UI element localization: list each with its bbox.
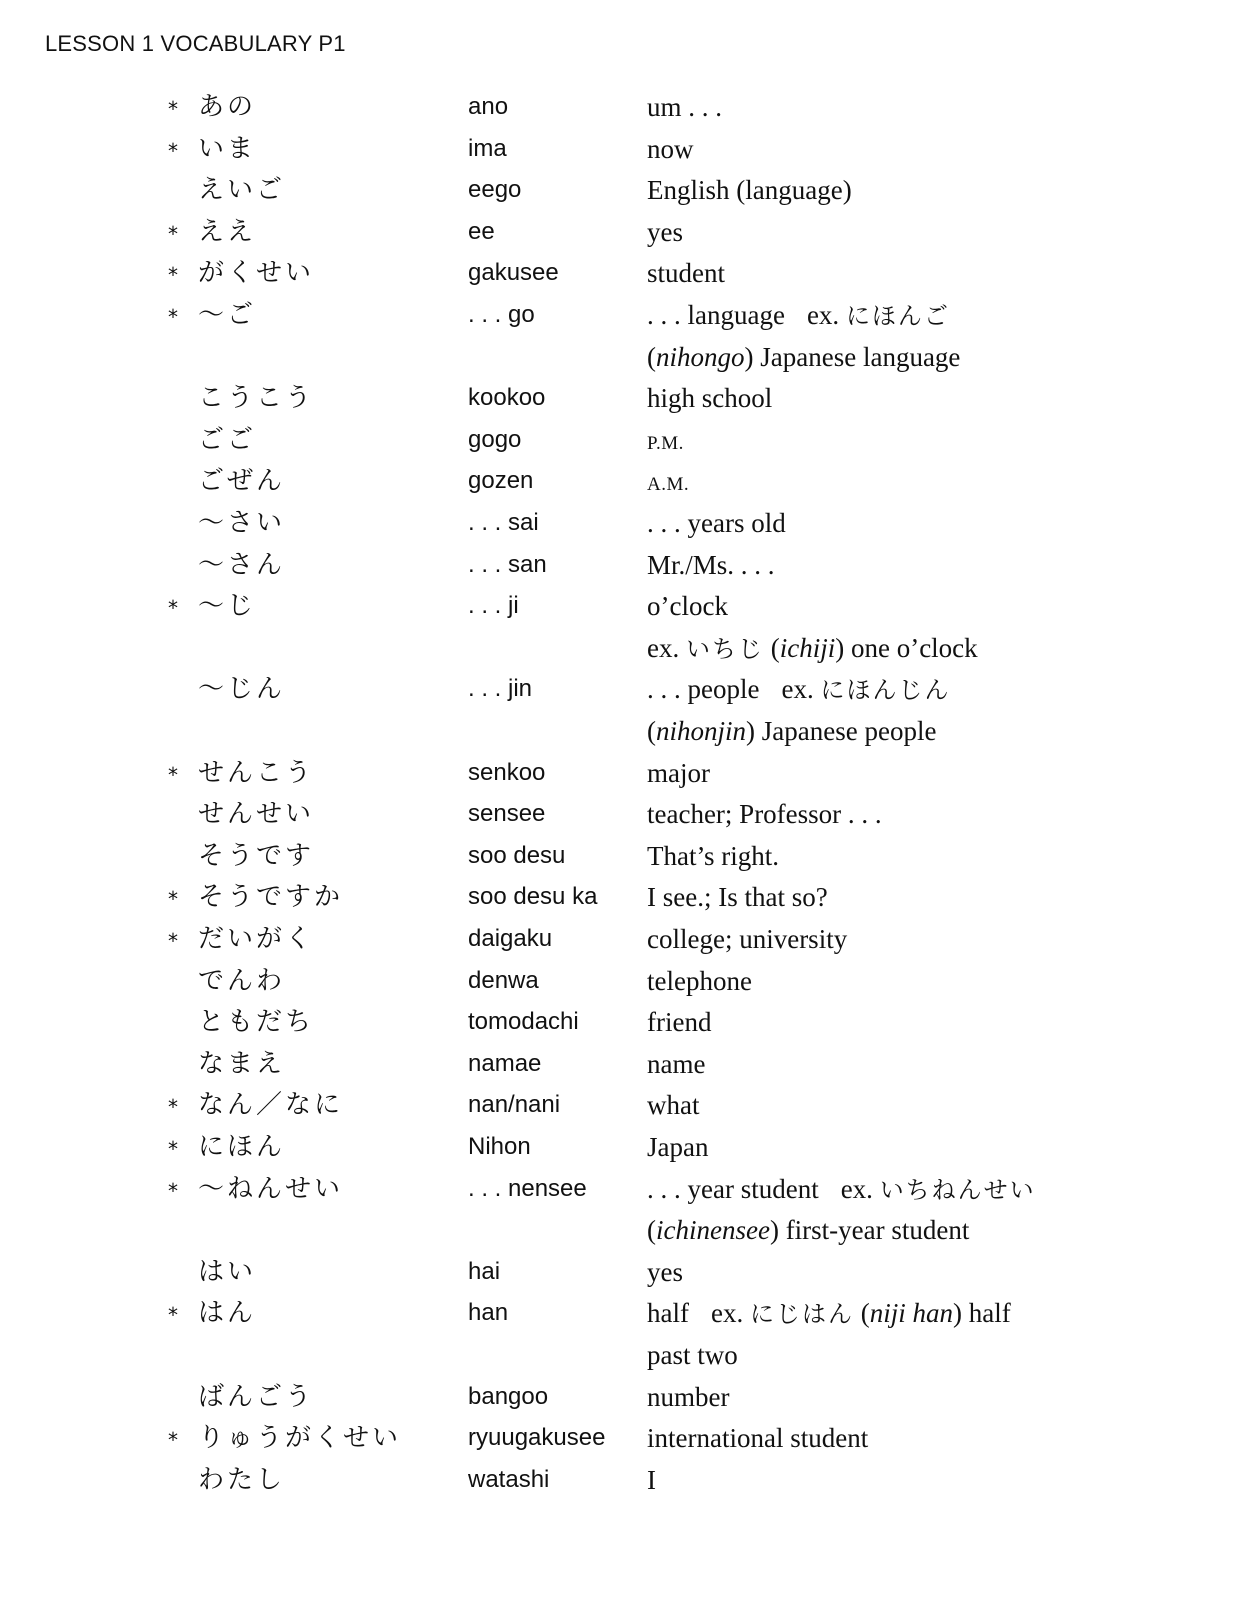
vocab-row <box>0 1423 1238 1464</box>
paren-open: ( <box>763 632 780 663</box>
romaji-reading: gakusee <box>468 259 559 287</box>
english-meaning <box>647 92 722 122</box>
english-meaning <box>647 1382 729 1412</box>
kana-word: はい <box>198 1256 257 1287</box>
vocab-row <box>0 175 1238 216</box>
meaning-text: . . . language <box>647 300 785 330</box>
meaning-text: ) one o’clock <box>835 632 978 663</box>
vocab-row <box>0 758 1238 799</box>
kana-word: にほん <box>198 1132 286 1162</box>
kana-word: ごぜん <box>198 466 286 497</box>
kana-word: なまえ <box>198 1048 286 1079</box>
romaji-italic: ichiji <box>779 632 836 663</box>
english-meaning <box>647 591 728 621</box>
kana-word: ばんごう <box>198 1381 315 1412</box>
english-meaning <box>647 758 710 788</box>
vocab-row <box>0 1257 1238 1298</box>
vocab-row <box>0 92 1238 133</box>
vocab-row <box>0 882 1238 923</box>
vocab-row <box>0 1007 1238 1048</box>
vocab-row <box>0 591 1238 632</box>
paren-open: ( <box>647 341 656 372</box>
meaning-text: student <box>647 258 725 289</box>
vocab-row <box>0 1340 1238 1381</box>
meaning-text: past two <box>647 1340 738 1370</box>
meaning-text: name <box>647 1048 706 1079</box>
english-meaning <box>647 924 847 954</box>
kana-word: りゅうがくせい <box>198 1423 402 1454</box>
required-star-icon: * <box>168 762 178 787</box>
english-meaning <box>647 1090 699 1120</box>
vocab-row <box>0 1090 1238 1131</box>
romaji-reading: watashi <box>468 1465 550 1493</box>
romaji-reading: Nihon <box>468 1133 531 1160</box>
meaning-text: Mr./Ms. . . . <box>647 549 775 580</box>
example-kana: にほんご <box>845 302 950 330</box>
romaji-reading: . . . san <box>468 550 547 578</box>
english-meaning <box>647 841 779 871</box>
english-meaning <box>647 217 683 247</box>
vocab-row <box>0 383 1238 424</box>
vocab-row <box>0 1298 1238 1339</box>
paren-open: ( <box>853 1298 870 1329</box>
example-label: ex. <box>806 300 846 330</box>
kana-word: せんせい <box>198 799 315 830</box>
english-meaning <box>647 1132 708 1162</box>
english-meaning <box>647 342 960 372</box>
meaning-text: I <box>647 1464 656 1495</box>
meaning-text: international student <box>647 1423 869 1454</box>
meaning-rest: ) half <box>952 1298 1011 1329</box>
romaji-reading: senkoo <box>468 758 546 786</box>
vocab-row <box>0 258 1238 299</box>
kana-word: そうですか <box>198 882 344 913</box>
vocab-row <box>0 466 1238 507</box>
meaning-text: friend <box>647 1007 712 1038</box>
kana-word: せんこう <box>198 757 315 788</box>
romaji-italic: nihongo <box>656 341 745 372</box>
meaning-text: That’s right. <box>647 840 779 871</box>
romaji-reading: . . . sai <box>468 509 539 536</box>
english-meaning <box>647 1298 1011 1329</box>
required-star-icon: * <box>168 596 178 621</box>
kana-word: なん／なに <box>198 1090 344 1121</box>
kana-word: えいご <box>198 175 286 206</box>
english-meaning <box>647 466 689 500</box>
kana-word: ～ねんせい <box>198 1173 344 1204</box>
kana-word: ごご <box>198 424 257 455</box>
meaning-text: ) first-year student <box>769 1215 970 1246</box>
example-label: ex. <box>840 1173 880 1204</box>
vocab-row <box>0 134 1238 175</box>
romaji-reading: hai <box>468 1257 501 1285</box>
page-title: LESSON 1 VOCABULARY P1 <box>45 31 346 56</box>
meaning-text: half <box>647 1298 689 1329</box>
vocab-row <box>0 508 1238 549</box>
english-meaning <box>647 425 684 459</box>
vocab-row <box>0 841 1238 882</box>
english-meaning <box>647 716 936 746</box>
romaji-reading: daigaku <box>468 925 553 952</box>
kana-word: はん <box>198 1298 257 1329</box>
vocab-row <box>0 1215 1238 1256</box>
vocab-row <box>0 550 1238 591</box>
meaning-text: high school <box>647 383 773 414</box>
vocab-row <box>0 1132 1238 1173</box>
vocab-row <box>0 1049 1238 1090</box>
romaji-reading: nan/nani <box>468 1091 561 1119</box>
example-label: ex. <box>781 674 821 705</box>
english-meaning <box>647 1423 868 1453</box>
paren-open: ( <box>647 1215 656 1246</box>
meaning-text: ) Japanese language <box>744 341 961 372</box>
english-meaning <box>647 966 752 996</box>
meaning-text: what <box>647 1090 700 1121</box>
english-meaning <box>647 1174 1036 1205</box>
required-star-icon: * <box>168 263 178 288</box>
meaning-text: major <box>647 757 710 788</box>
kana-word: いま <box>198 133 257 164</box>
paren-open: ( <box>647 716 656 746</box>
meaning-text: college; university <box>647 924 848 954</box>
romaji-reading: gogo <box>468 425 522 453</box>
english-meaning <box>647 1007 711 1037</box>
vocab-row <box>0 425 1238 466</box>
romaji-reading: soo desu <box>468 841 566 869</box>
kana-word: ～さん <box>198 549 286 580</box>
required-star-icon: * <box>168 929 178 953</box>
vocab-row <box>0 1465 1238 1506</box>
english-meaning <box>647 175 852 205</box>
meaning-text: yes <box>647 1256 683 1287</box>
romaji-reading: gozen <box>468 467 534 495</box>
english-meaning <box>647 799 882 829</box>
kana-word: ～じん <box>198 674 286 705</box>
meaning-text: yes <box>647 216 683 247</box>
meaning-text: I see.; Is that so? <box>647 882 828 913</box>
meaning-text: number <box>647 1381 730 1412</box>
vocab-row <box>0 924 1238 965</box>
english-meaning <box>647 1340 738 1370</box>
english-meaning <box>647 1049 705 1079</box>
romaji-italic: niji han <box>869 1298 953 1329</box>
required-star-icon: * <box>168 1095 178 1120</box>
vocab-row <box>0 799 1238 840</box>
romaji-reading: eego <box>468 176 522 204</box>
english-meaning <box>647 134 694 164</box>
meaning-text: A.M. <box>647 474 690 496</box>
vocab-row <box>0 1382 1238 1423</box>
required-star-icon: * <box>168 887 178 912</box>
meaning-text: now <box>647 133 694 164</box>
required-star-icon: * <box>168 1303 178 1328</box>
romaji-reading: sensee <box>468 800 546 828</box>
example-label: ex. <box>710 1298 750 1329</box>
romaji-reading: . . . ji <box>468 592 519 620</box>
romaji-reading: ee <box>468 217 495 245</box>
romaji-reading: bangoo <box>468 1382 549 1410</box>
romaji-reading: . . . jin <box>468 675 533 703</box>
kana-word: こうこう <box>198 383 315 414</box>
english-meaning <box>647 1257 683 1287</box>
english-meaning <box>647 1465 656 1495</box>
kana-word: ～さい <box>198 508 286 538</box>
kana-word: がくせい <box>198 258 315 289</box>
kana-word: ともだち <box>198 1007 315 1038</box>
romaji-reading: soo desu ka <box>468 883 598 911</box>
kana-word: でんわ <box>198 965 286 996</box>
meaning-text: . . . year student <box>647 1173 819 1204</box>
romaji-reading: namae <box>468 1049 542 1077</box>
english-meaning <box>647 300 950 331</box>
meaning-text: . . . people <box>647 674 760 705</box>
meaning-text: o’clock <box>647 591 728 622</box>
meaning-text: P.M. <box>647 432 684 454</box>
english-meaning <box>647 1215 969 1245</box>
meaning-text: telephone <box>647 965 752 996</box>
romaji-reading: tomodachi <box>468 1008 579 1036</box>
romaji-reading: . . . go <box>468 301 535 328</box>
required-star-icon: * <box>168 97 178 121</box>
vocab-row <box>0 217 1238 258</box>
english-meaning <box>647 550 775 580</box>
romaji-reading: ryuugakusee <box>468 1424 606 1452</box>
english-meaning <box>647 383 772 413</box>
required-star-icon: * <box>168 1178 178 1203</box>
english-meaning <box>647 633 978 664</box>
required-star-icon: * <box>168 138 178 163</box>
kana-word: ～ご <box>198 300 257 330</box>
romaji-reading: ima <box>468 134 507 162</box>
meaning-text: . . . years old <box>647 508 786 538</box>
meaning-text: Japan <box>647 1132 709 1162</box>
example-kana: にほんじん <box>820 676 951 705</box>
meaning-text: teacher; Professor . . . <box>647 799 882 830</box>
required-star-icon: * <box>168 1428 178 1453</box>
example-kana: いちねんせい <box>879 1175 1036 1204</box>
kana-word: わたし <box>198 1464 286 1495</box>
kana-word: あの <box>198 92 257 122</box>
vocab-row <box>0 633 1238 674</box>
vocab-row <box>0 966 1238 1007</box>
english-meaning <box>647 674 950 705</box>
kana-word: だいがく <box>198 924 315 954</box>
vocab-row <box>0 342 1238 383</box>
vocab-row <box>0 300 1238 341</box>
romaji-reading: han <box>468 1299 509 1327</box>
romaji-reading: ano <box>468 93 509 120</box>
required-star-icon: * <box>168 305 178 329</box>
vocab-row <box>0 716 1238 757</box>
kana-word: ～じ <box>198 591 257 622</box>
meaning-text: English (language) <box>647 175 852 206</box>
meaning-text: ) Japanese people <box>746 716 937 746</box>
romaji-italic: nihonjin <box>656 716 747 746</box>
romaji-reading: kookoo <box>468 384 546 412</box>
example-kana: いちじ <box>685 634 764 663</box>
vocab-row <box>0 1174 1238 1215</box>
example-label: ex. <box>647 632 686 663</box>
meaning-text: um . . . <box>647 92 723 122</box>
english-meaning <box>647 508 786 538</box>
required-star-icon: * <box>168 221 178 246</box>
romaji-reading: denwa <box>468 966 539 994</box>
romaji-reading: . . . nensee <box>468 1174 587 1202</box>
kana-word: そうです <box>198 840 315 871</box>
example-kana: にじはん <box>749 1300 854 1329</box>
english-meaning <box>647 258 725 288</box>
english-meaning <box>647 882 828 912</box>
required-star-icon: * <box>168 1137 178 1161</box>
romaji-italic: ichinensee <box>656 1215 770 1246</box>
vocab-row <box>0 674 1238 715</box>
kana-word: ええ <box>198 216 257 247</box>
